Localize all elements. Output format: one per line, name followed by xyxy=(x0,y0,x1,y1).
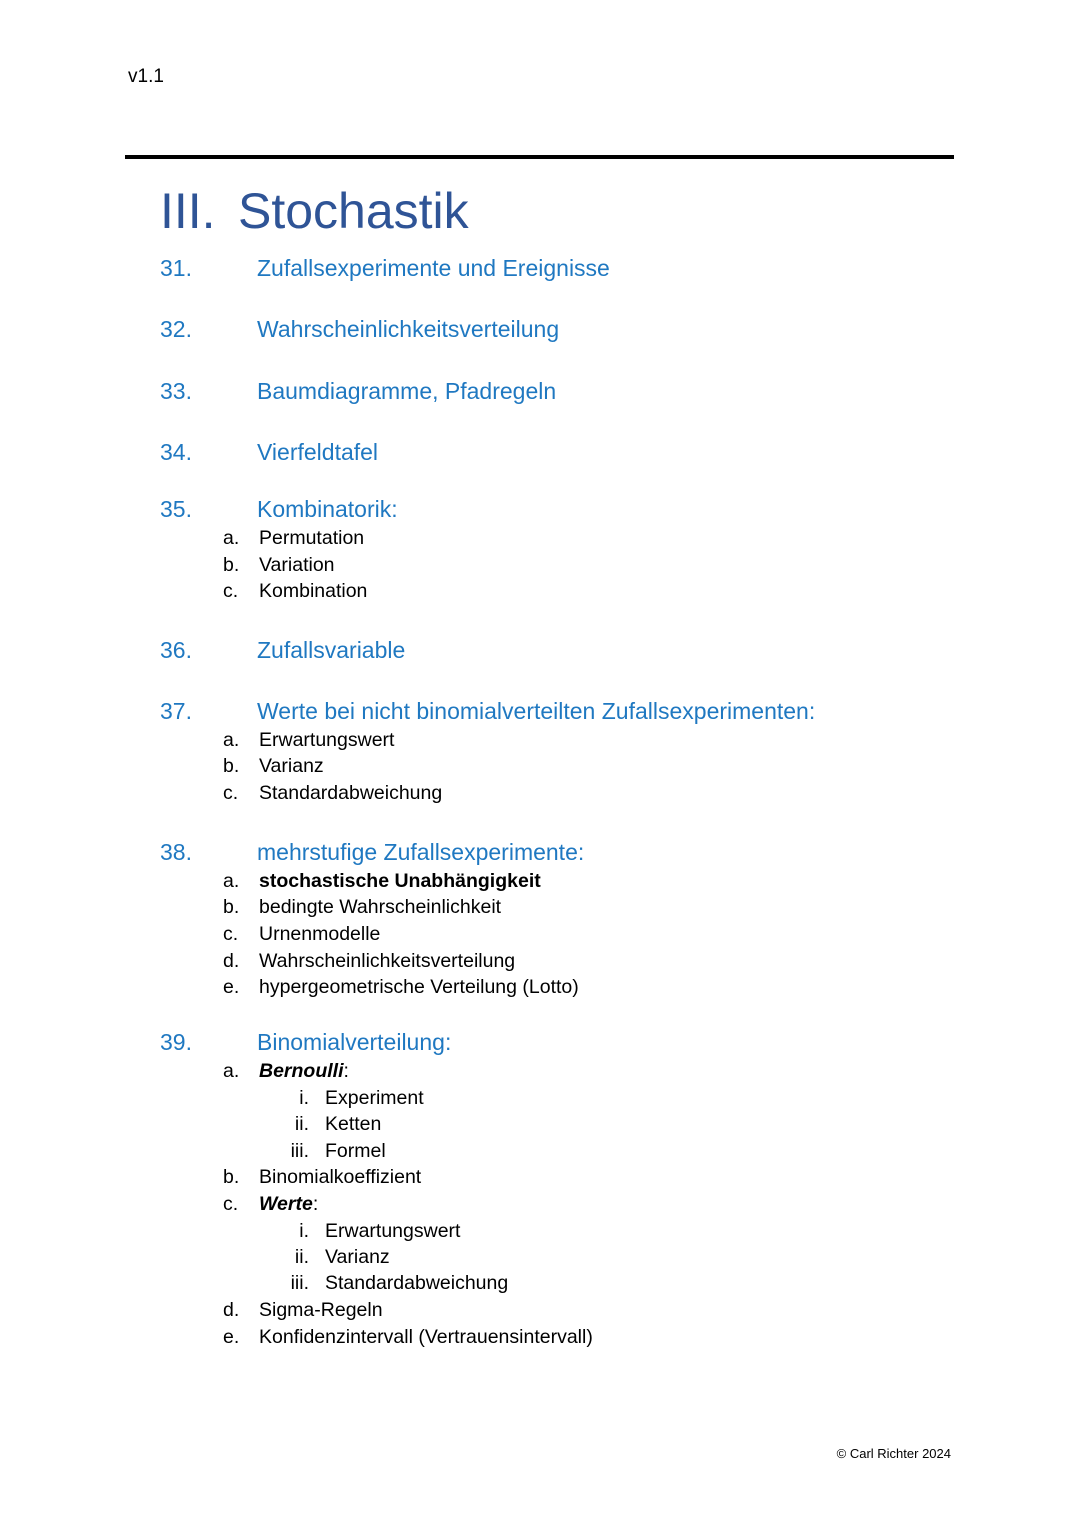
copyright-footer: © Carl Richter 2024 xyxy=(836,1446,951,1461)
version-label: v1.1 xyxy=(128,66,164,87)
section-34 xyxy=(160,441,378,464)
section-title: Binomialverteilung xyxy=(257,1029,445,1055)
chapter-number: III. xyxy=(160,183,216,239)
section-36 xyxy=(160,639,405,662)
section-number: 36. xyxy=(160,637,192,663)
list-item: b. Variation xyxy=(223,554,335,576)
section-title: Kombinatorik xyxy=(257,496,392,522)
list-item: iii. Formel xyxy=(290,1140,386,1162)
section-title: mehrstufige Zufallsexperimente: xyxy=(257,839,585,865)
section-33 xyxy=(160,380,556,403)
section-35 xyxy=(160,498,398,521)
section-title: Werte bei nicht binomialverteilten Zufallsexperimenten: xyxy=(257,698,816,724)
section-number: 33. xyxy=(160,378,192,404)
section-title: Wahrscheinlichkeitsverteilung xyxy=(257,316,560,342)
chapter-title: Stochastik xyxy=(238,183,469,239)
list-item: ii. Ketten xyxy=(294,1113,382,1135)
section-title: Zufallsvariable xyxy=(257,637,406,663)
header-rule xyxy=(125,155,954,159)
list-item: c. Werte: xyxy=(223,1193,319,1215)
list-item: e. Konfidenzintervall (Vertrauensintervall) xyxy=(223,1326,593,1348)
list-item: a. stochastische Unabhängigkeit xyxy=(223,870,541,892)
list-item: a. Bernoulli: xyxy=(223,1060,349,1082)
list-item: d. Sigma-Regeln xyxy=(223,1299,383,1321)
section-38 xyxy=(160,841,584,864)
list-item: iii. Standardabweichung xyxy=(290,1272,509,1294)
section-number: 32. xyxy=(160,316,192,342)
section-32 xyxy=(160,318,559,341)
section-39 xyxy=(160,1031,451,1054)
list-item: b. Varianz xyxy=(223,755,324,777)
list-item: e. hypergeometrische Verteilung (Lotto) xyxy=(223,976,579,998)
chapter-heading xyxy=(160,183,469,239)
section-suffix: : xyxy=(391,496,398,522)
section-number: 37. xyxy=(160,698,192,724)
section-number: 34. xyxy=(160,439,192,465)
section-suffix: : xyxy=(444,1029,452,1055)
list-item: ii. Varianz xyxy=(294,1246,390,1268)
list-item: c. Standardabweichung xyxy=(223,782,443,804)
section-number: 39. xyxy=(160,1029,192,1055)
section-number: 31. xyxy=(160,255,192,281)
section-title: Zufallsexperimente und Ereignisse xyxy=(257,255,610,281)
list-item: c. Urnenmodelle xyxy=(223,923,381,945)
list-item: b. bedingte Wahrscheinlichkeit xyxy=(223,896,502,918)
section-number: 38. xyxy=(160,839,192,865)
list-item: i. Erwartungswert xyxy=(299,1220,461,1242)
list-item: a. Erwartungswert xyxy=(223,729,395,751)
section-31 xyxy=(160,257,610,280)
list-item: b. Binomialkoeffizient xyxy=(223,1166,422,1188)
section-title: Baumdiagramme, Pfadregeln xyxy=(257,378,557,404)
list-item: i. Experiment xyxy=(299,1087,424,1109)
list-item: a. Permutation xyxy=(223,527,365,549)
list-item: d. Wahrscheinlichkeitsverteilung xyxy=(223,950,516,972)
section-title: Vierfeldtafel xyxy=(257,439,379,465)
section-number: 35. xyxy=(160,496,192,522)
list-item: c. Kombination xyxy=(223,580,368,602)
section-37 xyxy=(160,700,815,723)
